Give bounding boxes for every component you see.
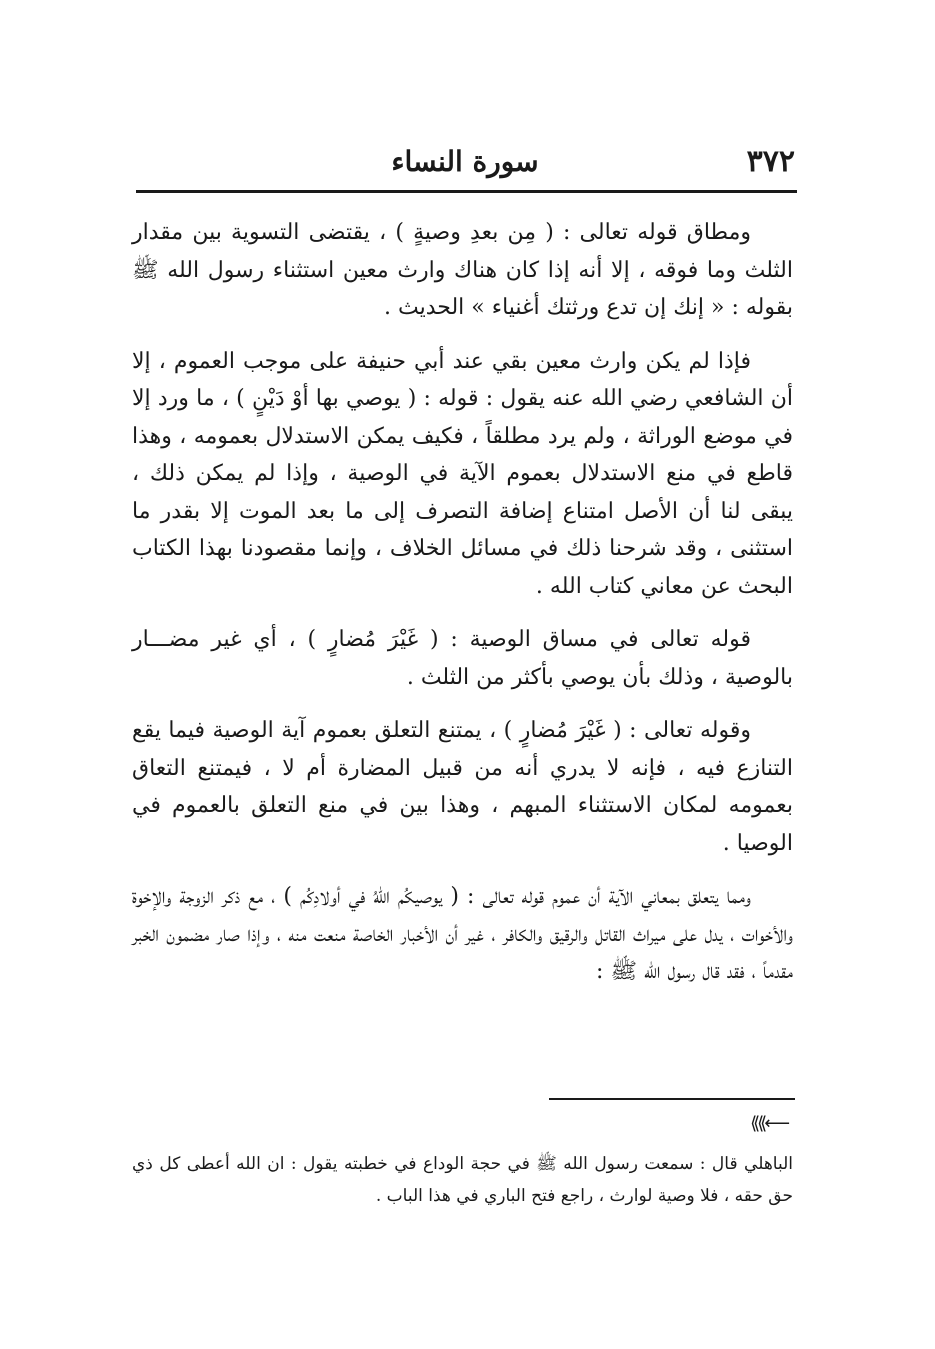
footnote-arrow-icon: ⟵⟫⟫ bbox=[750, 1113, 787, 1134]
surah-title: سورة النساء bbox=[391, 145, 539, 178]
footnote-rule bbox=[549, 1098, 795, 1100]
footnote-text: الباهلي قال : سمعت رسول الله ﷺ في حجة الوداع في خطبته يقول : ان الله أعطى كل ذي حق حقه ، فلا وصية لوارث ، راجع فتح الباري في هذا الباب . bbox=[132, 1154, 793, 1206]
paragraph: وقوله تعالى : ( غَيْرَ مُضارٍ ) ، يمتنع التعلق بعموم آية الوصية فيما يقع التنازع فيه ، فإنه لا يدري أنه من قبيل المضارة أم لا ، فيمتنع التعاق بعمومه لمكان الاستثناء المبهم ، وهذا بين في منع التعلق بالعموم في الوصيا . bbox=[132, 718, 793, 856]
page-number: ٣٧٢ bbox=[746, 144, 795, 179]
body-text bbox=[132, 214, 793, 1007]
paragraph: ومما يتعلق بمعاني الآية أن عموم قوله تعالى : ( يوصيكُم اللهُ في أولادِكُم ) ، مع ذكر الزوجة والإخوة والأخوات ، يدل على ميراث القاتل والرقيق والكافر ، غير أن الأخبار الخاصة منعت منه ، وإذا صار مضمون الخبر مقدماً ، فقد قال رسول الله ﷺ : bbox=[132, 884, 793, 984]
header-rule bbox=[136, 190, 797, 193]
paragraph: قوله تعالى في مساق الوصية : ( غَيْرَ مُضارٍ ) ، أي غير مضـــار بالوصية ، وذلك بأن يوصي بأكثر من الثلث . bbox=[132, 627, 793, 690]
footnote bbox=[132, 1148, 793, 1212]
page-header bbox=[135, 142, 795, 182]
paragraph: ومطاق قوله تعالى : ( مِن بعدِ وصيةٍ ) ، يقتضى التسوية بين مقدار الثلث وما فوقه ، إلا أنه إذا كان هناك وارث معين استثناء رسول الله ﷺ بقوله : « إنك إن تدع ورثتك أغنياء » الحديث . bbox=[132, 220, 793, 320]
paragraph: فإذا لم يكن وارث معين بقي عند أبي حنيفة على موجب العموم ، إلا أن الشافعي رضي الله عنه يقول : قوله : ( يوصي بها أوْ دَيْنٍ ) ، ما ورد إلا في موضع الوراثة ، ولم يرد مطلقاً ، فكيف يمكن الاستدلال بعمومه ، وهذا قاطع في منع الاستدلال بعموم الآية في الوصية ، وإذا لم يمكن ذلك ، يبقى لنا أن الأصل امتناع إضافة التصرف إلى ما بعد الموت إلا بقدر ما استثنى ، وقد شرحنا ذلك في مسائل الخلاف ، وإنما مقصودنا بهذا الكتاب البحث عن معاني كتاب الله . bbox=[132, 348, 793, 599]
